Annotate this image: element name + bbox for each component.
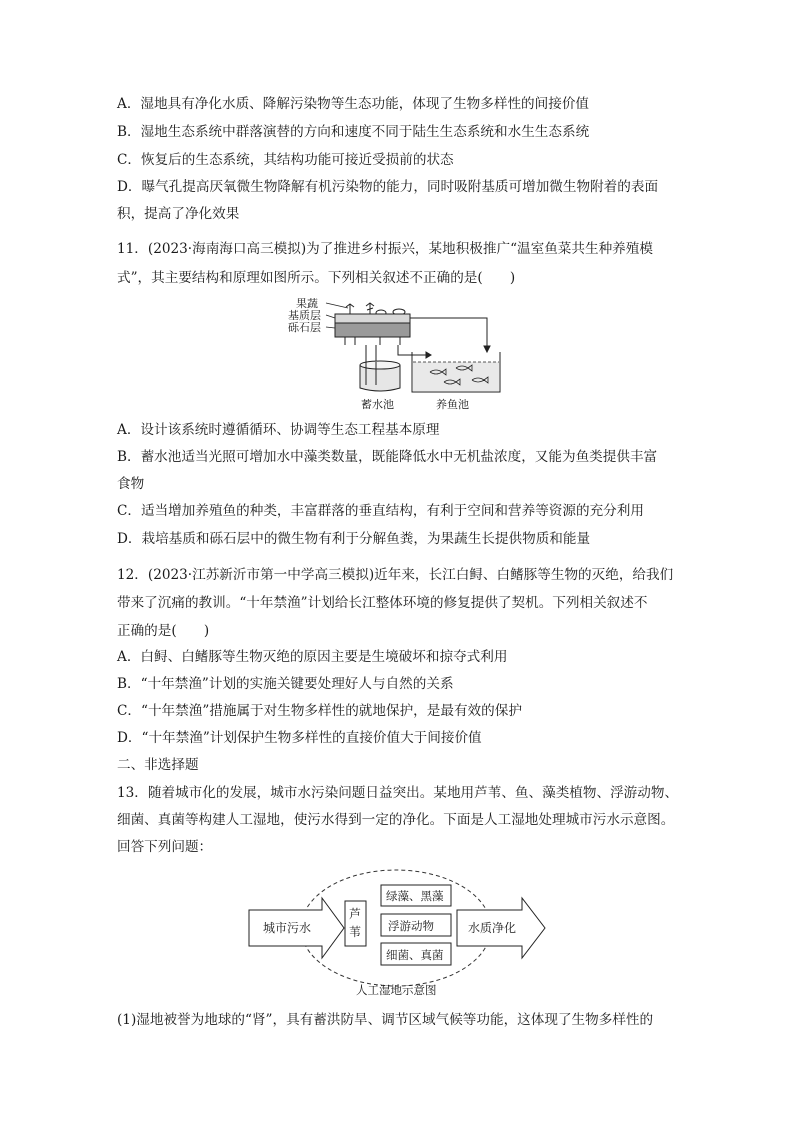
microbe-label: 细菌、真菌 (386, 948, 444, 962)
q11-option-d: D．栽培基质和砾石层中的微生物有利于分解鱼粪，为果蔬生长提供物质和能量 (117, 531, 591, 547)
reed-char-1: 芦 (349, 907, 362, 921)
q11-option-b-line1: B．蓄水池适当光照可增加水中藻类数量，既能降低水中无机盐浓度，又能为鱼类提供丰富 (117, 449, 658, 465)
aquaponics-diagram (0, 0, 794, 420)
q12-option-c: C．“十年禁渔”措施属于对生物多样性的就地保护，是最有效的保护 (117, 703, 522, 719)
input-label: 城市污水 (263, 921, 312, 935)
q11-option-b-line2: 食物 (117, 476, 145, 492)
q11-stem-line2: 式”，其主要结构和原理如图所示。下列相关叙述不正确的是( ) (117, 270, 516, 286)
q12-stem-line3: 正确的是( ) (117, 623, 210, 639)
q12-option-d: D．“十年禁渔”计划保护生物多样性的直接价值大于间接价值 (117, 730, 482, 746)
q10-option-b: B．湿地生态系统中群落演替的方向和速度不同于陆生生态系统和水生生态系统 (117, 124, 590, 140)
q13-subquestion-1: (1)湿地被誉为地球的“肾”，具有蓄洪防旱、调节区域气候等功能，这体现了生物多样性的 (117, 1012, 654, 1028)
q10-option-c: C．恢复后的生态系统，其结构功能可接近受损前的状态 (117, 152, 454, 168)
q11-option-c: C．适当增加养殖鱼的种类，丰富群落的垂直结构，有利于空间和营养等资源的充分利用 (117, 503, 644, 519)
q10-option-d-line2: 积，提高了净化效果 (117, 206, 240, 222)
q13-stem-line2: 细菌、真菌等构建人工湿地，使污水得到一定的净化。下面是人工湿地处理城市污水示意图。 (117, 812, 675, 828)
wetland-diagram (0, 860, 794, 1010)
label-gravel: 砾石层 (288, 321, 321, 334)
q12-stem-line2: 带来了沉痛的教训。“十年禁渔”计划给长江整体环境的修复提供了契机。下列相关叙述不 (117, 595, 648, 611)
reservoir-tank (360, 361, 400, 391)
q11-stem-line1: 11．(2023·海南海口高三模拟)为了推进乡村振兴，某地积极推广“温室鱼菜共生种养殖模 (117, 241, 653, 257)
label-substrate: 基质层 (288, 309, 321, 322)
q10-option-d-line1: D．曝气孔提高厌氧微生物降解有机污染物的能力，同时吸附基质可增加微生物附着的表面 (117, 179, 659, 195)
q12-stem-line1: 12．(2023·江苏新沂市第一中学高三模拟)近年来，长江白鲟、白鳍豚等生物的灭绝，给我们 (117, 567, 674, 583)
q12-option-a: A．白鲟、白鳍豚等生物灭绝的原因主要是生境破坏和掠夺式利用 (117, 649, 508, 665)
grow-bed (335, 314, 410, 323)
section-2-title: 二、非选择题 (117, 757, 199, 773)
q10-option-a: A．湿地具有净化水质、降解污染物等生态功能，体现了生物多样性的间接价值 (117, 96, 590, 112)
zooplankton-label: 浮游动物 (388, 919, 434, 933)
label-fishpond: 养鱼池 (436, 398, 469, 411)
label-reservoir: 蓄水池 (361, 398, 394, 411)
q13-stem-line1: 13．随着城市化的发展，城市水污染问题日益突出。某地用芦苇、鱼、藻类植物、浮游动物、 (117, 785, 679, 801)
fish-pond (412, 352, 500, 392)
label-fruit-veg: 果蔬 (296, 297, 318, 310)
q13-stem-line3: 回答下列问题： (117, 839, 213, 855)
reed-char-2: 苇 (349, 925, 362, 939)
output-label: 水质净化 (468, 921, 517, 935)
diagram-caption: 人工湿地示意图 (356, 983, 437, 997)
q12-option-b: B．“十年禁渔”计划的实施关键要处理好人与自然的关系 (117, 676, 454, 692)
algae-label: 绿藻、黑藻 (386, 889, 444, 903)
q11-option-a: A．设计该系统时遵循循环、协调等生态工程基本原理 (117, 422, 440, 438)
